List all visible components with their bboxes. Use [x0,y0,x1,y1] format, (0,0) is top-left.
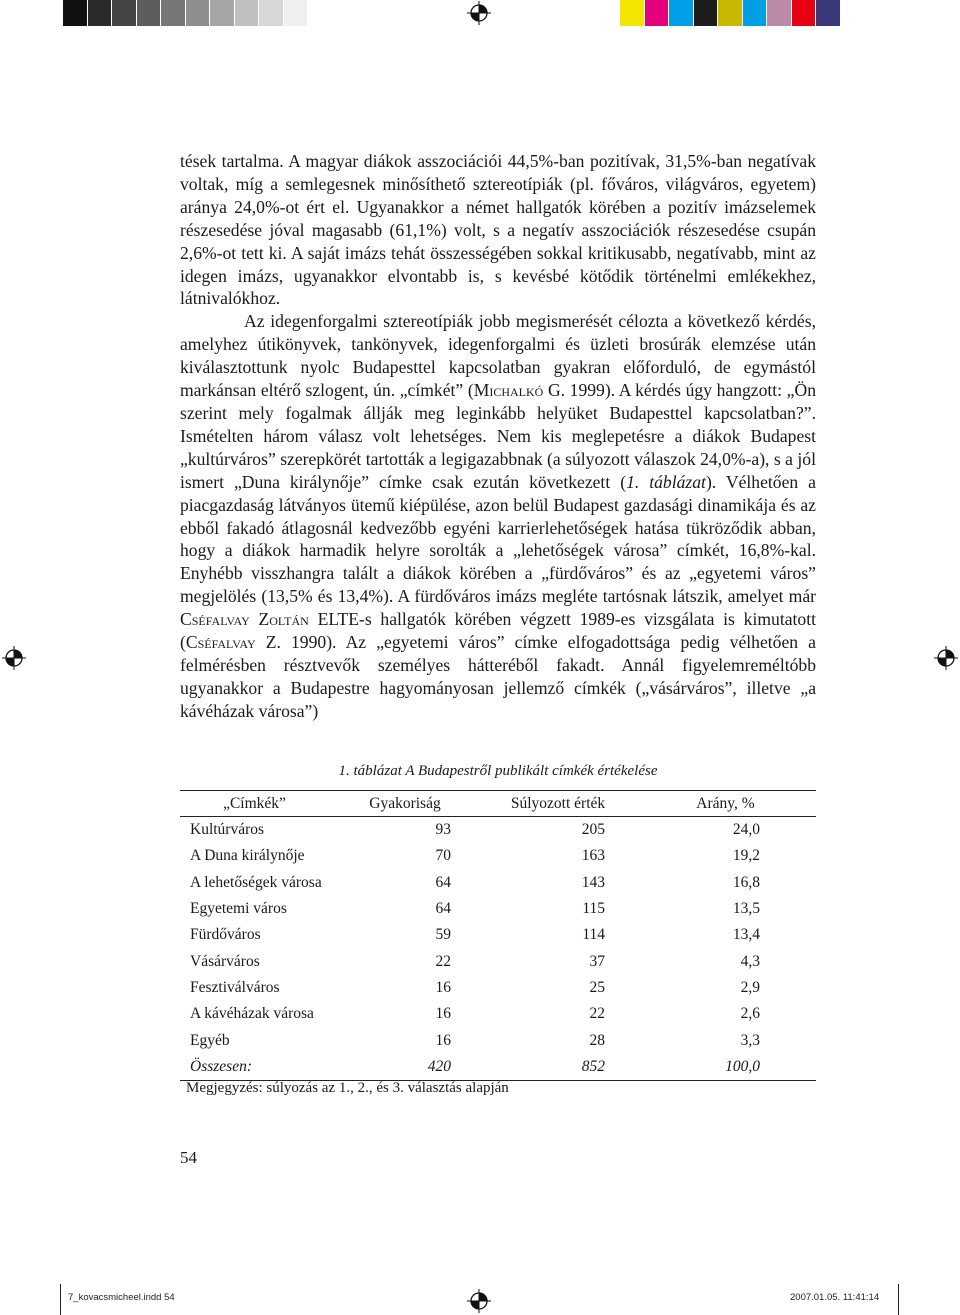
total-label: Összesen: [180,1054,329,1081]
row-share: 13,4 [732,926,760,944]
row-share: 24,0 [732,821,760,839]
registration-mark-icon [2,646,26,670]
footer-timestamp: 2007.01.05. 11:41:14 [790,1292,880,1303]
table-row [180,817,816,844]
row-weighted: 37 [589,952,605,970]
row-weighted: 114 [582,926,605,944]
row-frequency: 59 [435,926,451,944]
table-note: Megjegyzés: súlyozás az 1., 2., és 3. választás alapján [186,1080,509,1096]
table-row [180,870,816,896]
row-share: 19,2 [732,847,760,865]
row-label: Kultúrváros [190,821,265,839]
row-label: A kávéházak városa [190,1005,314,1023]
color-swatch [186,0,211,26]
paragraph-2: Az idegenforgalmi sztereotípiák jobb megismerését célozta a következő kérdés, amelyhez útikönyvek, tankönyvek, idegenforgalmi és üzleti brosúrák elemzése után kiválasztottunk nyolc Budapesttel kapcsolatban gyakran előforduló, de egymástól markánsan eltérő szlogent, ún. „címkét” (Michalkó G. 1999). A kérdés úgy hangzott: „Ön szerint mely fogalmak állják meg leginkább helyüket Budapesttel kapcsolatban?”. Ismételten három válasz volt lehetséges. Nem kis meglepetésre a diákok Budapest „kultúrváros” szerepkörét tartották a legigazabbnak (a súlyozott válaszok 24,0%-a), s a jól ismert „Duna királynője” címke csak ezután következett (1. táblázat). Vélhetően a piacgazdaság látványos ütemű kiépülése, azon belül Budapest gazdasági dinamikája és az ebből fakadó átlagosnál kedvezőbb egyéni karrierlehetőségek hatása tükröződik abban, hogy a diákok harmadik helyre sorolták a „lehetőségek városa” címkét, 16,8%-kal. Enyhébb visszhangra talált a diákok körében a „fürdőváros” és az „egyetemi város” megjelölés (13,5% és 13,4%). A fürdőváros imázs megléte tartósnak látszik, amelyet már Cséfalvay Zoltán ELTE-s hallgatók körében végzett 1989-es vizsgálata is kimutatott (Cséfalvay Z. 1990). Az „egyetemi város” címke elfogadottsága pedig vélhetően a felmérésben résztvevők személyes hátteréből fakadt. Annál figyelemreméltóbb ugyanakkor a Budapestre hagyományosan jellemző címkék („vásárváros”, illetve „a kávéházak városa”) [180,311,816,721]
header-labels: „Címkék” [180,791,329,817]
row-frequency: 22 [435,952,451,970]
table-row [180,948,816,974]
row-share: 4,3 [740,952,760,970]
row-share: 13,5 [732,900,760,918]
row-label: Fürdőváros [190,926,261,944]
color-swatch [137,0,162,26]
color-swatch [718,0,743,26]
total-weighted: 852 [481,1054,635,1081]
color-swatch [112,0,137,26]
row-weighted: 205 [581,821,605,839]
header-share: Arány, % [635,791,816,817]
color-swatch [620,0,645,26]
row-frequency: 64 [435,873,451,891]
header-weighted: Súlyozott érték [481,791,635,817]
table-row [180,896,816,922]
color-swatch [88,0,113,26]
crop-mark [898,1284,899,1315]
row-label: A Duna királynője [190,847,305,865]
table-row [180,1001,816,1027]
table-reference: 1. táblázat [626,471,706,492]
row-weighted: 163 [581,847,605,865]
row-weighted: 115 [582,900,605,918]
row-frequency: 64 [435,900,451,918]
table-row [180,975,816,1001]
registration-mark-icon [934,646,958,670]
author-citation: Michalkó [473,380,544,401]
color-swatch [767,0,792,26]
row-frequency: 70 [435,847,451,865]
paragraph-1: tések tartalma. A magyar diákok asszociációi 44,5%-ban pozitívak, 31,5%-ban negatívak voltak, míg a semlegesnek minősíthető sztereotípiák (pl. főváros, világváros, egyetem) aránya 24,0%-ot ért el. Ugyanakkor a német hallgatók körében a pozitív imázselemek részesedése jóval magasabb (61,1%) volt, s a negatív asszociációk részesedése csupán 2,6%-ot tett ki. A saját imázs tehát összességében sokkal kritikusabb, negatívabb, mint az idegen imázs, ugyanakkor elvontabb is, s kevésbé kötődik történelmi emlékekhez, látnivalókhoz. [180,151,816,309]
color-swatch [235,0,260,26]
color-swatch [63,0,88,26]
page-number: 54 [180,1148,197,1167]
row-frequency: 16 [435,978,451,996]
color-swatch [792,0,817,26]
cmyk-color-bar [620,0,865,26]
row-label: Fesztiválváros [190,978,280,996]
color-swatch [841,0,866,26]
table-row [180,843,816,869]
row-share: 16,8 [732,873,760,891]
color-swatch [694,0,719,26]
row-label: Egyéb [190,1031,230,1049]
color-swatch [161,0,186,26]
color-swatch [645,0,670,26]
table-row [180,1027,816,1053]
crop-mark [60,1284,61,1315]
footer-file-info: 7_kovacsmicheel.indd 54 [68,1292,175,1303]
row-share: 2,6 [740,1005,760,1023]
table-caption: 1. táblázat A Budapestről publikált címkék értékelése [338,763,658,779]
author-citation: Cséfalvay [185,632,256,653]
table-row [180,922,816,948]
row-weighted: 25 [589,978,605,996]
row-share: 2,9 [740,978,760,996]
color-swatch [210,0,235,26]
grayscale-color-bar [63,0,308,26]
labels-table [180,790,816,1081]
color-swatch [669,0,694,26]
color-swatch [743,0,768,26]
color-swatch [259,0,284,26]
row-weighted: 28 [589,1031,605,1049]
row-weighted: 143 [581,873,605,891]
row-frequency: 16 [435,1031,451,1049]
row-label: Egyetemi város [190,900,287,918]
row-label: A lehetőségek városa [190,873,322,891]
row-share: 3,3 [740,1031,760,1049]
body-text [180,150,816,723]
total-frequency: 420 [329,1054,481,1081]
row-weighted: 22 [589,1005,605,1023]
row-label: Vásárváros [190,952,260,970]
table-total-row [180,1054,816,1081]
registration-mark-icon [467,1,491,25]
color-swatch [284,0,309,26]
row-frequency: 16 [435,1005,451,1023]
author-citation: Cséfalvay Zoltán [180,609,309,630]
total-share: 100,0 [635,1054,816,1081]
row-frequency: 93 [435,821,451,839]
header-frequency: Gyakoriság [329,791,481,817]
registration-mark-icon [467,1289,491,1313]
color-swatch [816,0,841,26]
